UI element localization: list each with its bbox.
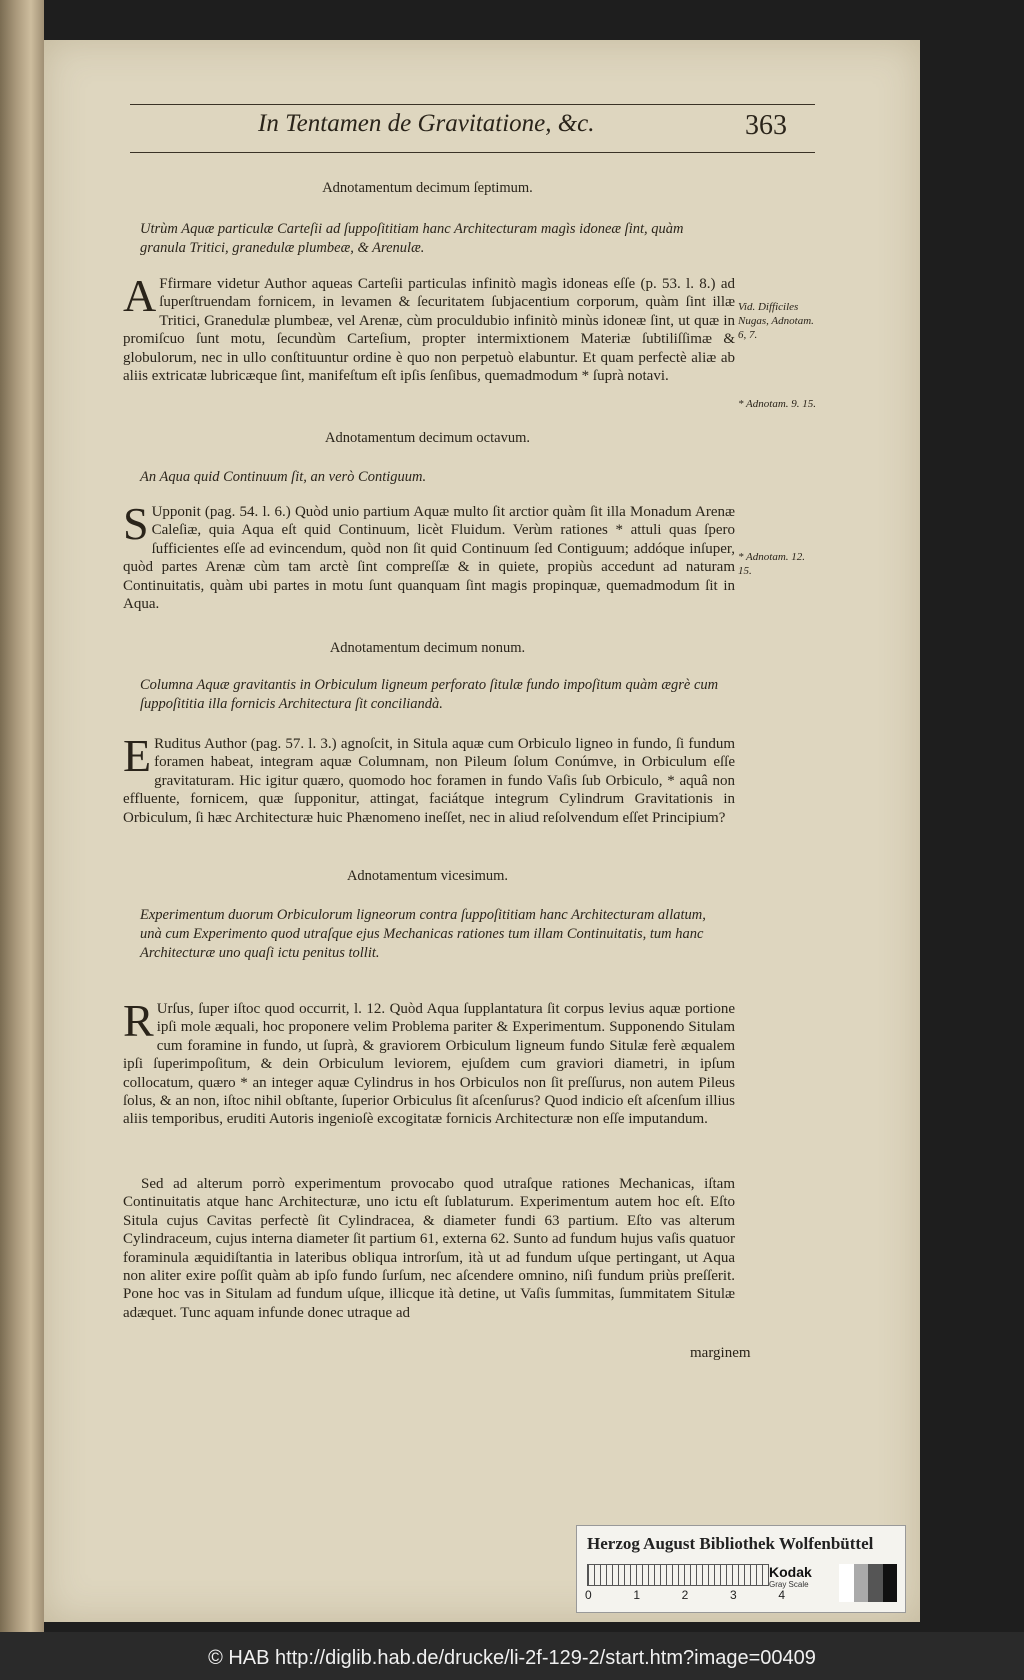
- left-page-edge: [0, 0, 44, 1632]
- section-subhead: Utrùm Aquæ particulæ Carteſii ad ſuppoſititiam hanc Architecturam magìs idoneæ ſint, quàm granula Tritici, granedulæ plumbeæ, & Arenulæ.: [140, 221, 684, 256]
- section-subhead: Columna Aquæ gravitantis in Orbiculum ligneum perforato ſitulæ fundo impoſitum quàm ægrè cum ſuppoſititia illa fornicis Architectura ſit conciliandà.: [140, 677, 719, 712]
- paragraph: [123, 498, 735, 613]
- paragraph: [123, 270, 735, 385]
- paragraph-text: Ruditus Author (pag. 57. l. 3.) agnoſcit, in Situla aquæ cum Orbiculo ligneo in fundo, ſi fundum foramen habeat, integram aquæ Columnam, non Pileum ſolum Conúmve, in Orbiculum eſſe gravitaturam. Hic igitur quæro, quomodo hoc foramen in fundo Vaſis ſub Orbiculo, * aquâ non effluente, fornicem, quæ ſupponitur, attingat, faciátque integrum Cylindrum Gravitationis in Orbiculum, ſi hæc Architecturæ huic Phænomeno ineſſet, nec in aliud reſolvendum eſſet Principium?: [123, 736, 735, 826]
- margin-note: * Adnotam. 9. 15.: [738, 398, 817, 410]
- paragraph-text: Urſus, ſuper iſtoc quod occurrit, l. 12. Quòd Aqua ſupplantatura ſit corpus levius aquæ portione ipſi mole æquali, hoc proponere velim Problema pariter & Experimentum. Supponendo Situlam cum foramine in fundo, ut ſuprà, & graviorem Orbiculum ligneum fundo Situlæ ferè æqualem ipſi ſuperimpoſitum, & dein Orbiculum leviorem, ejuſdem cum graviori diametri, in ipſum collocatum, quæro * an integer aquæ Cylindrus in hos Orbiculos non ſit preſſurus, non autem Pileus ſolus, & an non, iſtoc nihil obſtante, ſuperior Orbiculus ſit aſcenſurus? Quod indicio eſt aſcenſum illius aliis temporibus, eruditi Autoris ingenioſè excogitatæ fornicis Architecturæ non eſſe imputandum.: [123, 1001, 735, 1128]
- paragraph: [123, 730, 735, 827]
- scale-ruler: [587, 1564, 769, 1586]
- kodak-subtitle: Gray Scale: [769, 1580, 809, 1589]
- paragraph-text: Upponit (pag. 54. l. 6.) Quòd unio partium Aquæ multo ſit arctior quàm ſit illa Monadum Arenæ Caleſiæ, quia Aqua eſt quid Continuum, licèt Fluidum. Verùm rationes * attuli quas ſpero ſufficientes eſſe ad evincendum, quòd non ſit quid Continuum ſed Contiguum; addóque inſuper, quòd partes Arenæ cùm tam arctè ſint compreſſæ & in quiete, propiùs accedunt ad naturam Continuitatis, quàm ubi partes in motu ſunt quanquam ſint magis propinquæ, quemadmodum ſit in Aqua.: [123, 504, 735, 613]
- ruler-number: 1: [633, 1588, 641, 1602]
- kodak-label: [769, 1564, 839, 1602]
- catchword: marginem: [690, 1345, 751, 1361]
- ruler-numbers: [585, 1588, 785, 1602]
- gray-scale-bars: [839, 1564, 897, 1602]
- header-rule-top: [130, 104, 815, 105]
- paragraph: Sed ad alterum porrò experimentum provocabo quod utraſque rationes Mechanicas, iſtam Continuitatis atque hanc Architecturæ, uno ictu eſt ſublaturum. Experimentum autem hoc eſt. Eſto Situla cujus Cavitas perfectè ſit Cylindracea, & diameter fundi 63 partium. Eſto vas alterum Cylindraceum, cujus interna diameter ſit partium 61, externa 62. Sunto ad fundum hujus vaſis quatuor foraminula æquidiſtantia in lateribus obliqua introrſum, ità ut ad fundum uſque pertingant, ut Aqua non aliter exire poſſit quàm ab ipſo fundo ſurſum, nec aſcendere omnino, niſi fundum priùs preſſerit. Pone hoc vas in Situlam ad fundum uſque, illicque ità detine, ut Vaſis ſummitas, ſummitatem Situlæ adæquet. Tunc aquam infunde donec utraque ad: [123, 1176, 735, 1321]
- copyright-footer: © HAB http://diglib.hab.de/drucke/li-2f-129-2/start.htm?image=00409: [0, 1636, 1024, 1680]
- paragraph: [123, 995, 735, 1129]
- dropcap: E: [123, 730, 152, 781]
- ruler-number: 3: [729, 1588, 737, 1602]
- kodak-brand: Kodak: [769, 1564, 812, 1580]
- section-heading: Adnotamentum decimum nonum.: [329, 640, 526, 656]
- ruler-number: 4: [778, 1588, 785, 1602]
- ruler-number: 2: [681, 1588, 689, 1602]
- section-heading: Adnotamentum vicesimum.: [346, 868, 509, 884]
- running-title: In Tentamen de Gravitatione, &c.: [258, 110, 595, 137]
- section-heading: Adnotamentum decimum octavum.: [325, 430, 530, 446]
- dropcap: S: [123, 498, 149, 549]
- section-subhead: An Aqua quid Continuum ſit, an verò Contiguum.: [140, 469, 427, 485]
- paragraph-text: Ffirmare videtur Author aqueas Carteſii particulas infinitò magìs idoneas eſſe (p. 53. l. 8.) ad ſuperſtruendam fornicem, in levamen & ſecuritatem ſubjacentium corporum, quàm ſint illæ Tritici, Granedulæ plumbeæ, vel Arenæ, cùm proculdubio infinitò minùs idoneæ ſint, ut quæ in promiſcuo ſunt motu, ſecundùm Carteſium, propter intermixtionem Materiæ ſubtiliſſimæ & globulorum, nec in ullo conſtituuntur ordine è quo non perpetuò elabuntur. Et quam perfectè aliæ ab aliis extricatæ lubricæque ſint, manifeſtum eſt ipſis ſenſibus, quemadmodum * ſuprà notavi.: [123, 276, 735, 385]
- header-rule-bottom: [130, 152, 815, 153]
- dropcap: R: [123, 995, 154, 1046]
- section-heading: Adnotamentum decimum ſeptimum.: [322, 180, 533, 196]
- page-number: 363: [745, 110, 787, 141]
- margin-note: Vid. Difficiles Nugas, Adnotam. 6, 7.: [738, 301, 814, 341]
- ruler-number: 0: [585, 1588, 592, 1602]
- section-subhead: Experimentum duorum Orbiculorum ligneorum contra ſuppoſititiam hanc Architecturam allatum, unà cum Experimento quod utraſque ejus Mechanicas rationes tum illam Continuitatis, tum hanc Architecturæ uno quaſi ictu penitus tollit.: [140, 907, 706, 961]
- color-target-card: [576, 1525, 906, 1613]
- margin-note: * Adnotam. 12. 15.: [738, 551, 806, 577]
- dropcap: A: [123, 270, 157, 321]
- library-name: Herzog August Bibliothek Wolfenbüttel: [587, 1534, 874, 1553]
